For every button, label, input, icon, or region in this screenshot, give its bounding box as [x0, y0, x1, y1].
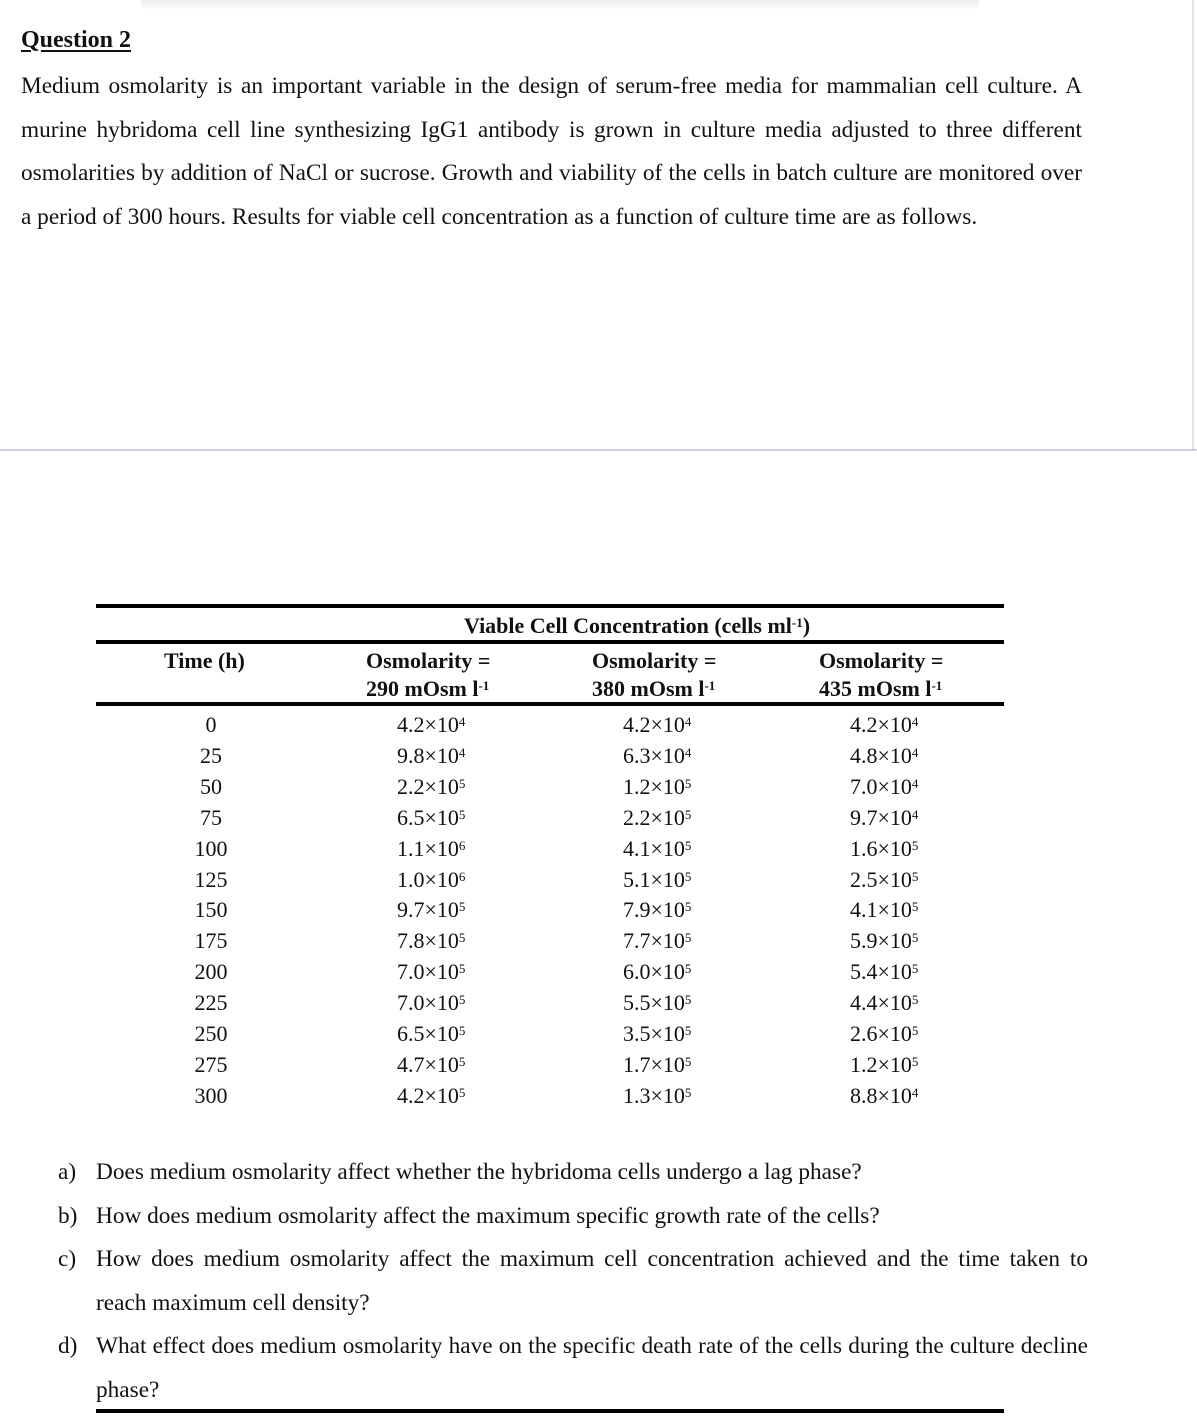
time-cell: 0	[205, 712, 217, 737]
table-row	[96, 1018, 1004, 1049]
concentration-cell: $7.0\times 10^5$	[397, 959, 466, 985]
sub-question-c: c) How does medium osmolarity affect the maximum cell concentration achieved and the time taken to reach maximum cell density?	[58, 1246, 1088, 1316]
concentration-cell: $5.1\times 10^5$	[623, 866, 692, 892]
concentration-cell: $1.2\times 10^5$	[623, 773, 692, 799]
table-top-rule	[96, 604, 1004, 608]
concentration-cell: $7.0\times 10^4$	[850, 773, 919, 799]
time-cell: 150	[194, 897, 228, 923]
concentration-cell: $1.6\times 10^5$	[850, 835, 919, 861]
osmolarity-290-header: Osmolarity = 290 mOsm $l^{-1}$	[366, 648, 491, 701]
concentration-cell: $4.4\times 10^5$	[850, 990, 919, 1016]
concentration-cell: $4.7\times 10^5$	[397, 1051, 466, 1077]
table-row	[96, 925, 1004, 956]
concentration-cell: $7.0\times 10^5$	[397, 990, 466, 1016]
concentration-cell: $8.8\times 10^4$	[850, 1082, 919, 1108]
sub-question-d: d) What effect does medium osmolarity have on the specific death rate of the cells during the culture decline phase?	[58, 1333, 1088, 1403]
concentration-cell: $2.2\times 10^5$	[397, 773, 466, 799]
concentration-cell: $1.2\times 10^5$	[850, 1051, 919, 1077]
top-shadow	[140, 0, 980, 10]
table-row	[96, 709, 1004, 740]
concentration-cell: $1.0\times 10^6$	[397, 866, 466, 892]
concentration-cell: $4.1\times 10^5$	[623, 835, 692, 861]
concentration-cell: $9.7\times 10^4$	[850, 804, 919, 830]
table-row	[96, 987, 1004, 1018]
table-super-header: Viable Cell Concentration (cells $ml^{-1}$)	[464, 613, 811, 638]
concentration-cell: $7.9\times 10^5$	[623, 897, 692, 923]
concentration-cell: $4.2\times 10^5$	[397, 1082, 466, 1108]
table-row	[96, 864, 1004, 895]
osmolarity-435-header: Osmolarity = 435 mOsm $l^{-1}$	[819, 648, 944, 701]
osmolarity-380-header: Osmolarity = 380 mOsm $l^{-1}$	[592, 648, 717, 701]
concentration-cell: $6.0\times 10^5$	[623, 959, 692, 985]
concentration-cell: $4.8\times 10^4$	[850, 742, 919, 768]
time-cell: 175	[194, 928, 228, 954]
concentration-cell: $2.6\times 10^5$	[850, 1021, 919, 1046]
concentration-cell: $5.5\times 10^5$	[623, 990, 692, 1016]
concentration-cell: $9.8\times 10^4$	[397, 742, 466, 768]
question-intro: Medium osmolarity is an important variable in the design of serum-free media for mammalian cell culture. A murine hybridoma cell line synthesizing IgG1 antibody is grown in culture media adjusted to three different osmolarities by addition of NaCl or sucrose. Growth and viability of the cells in batch culture are monitored over a period of 300 hours. Results for viable cell concentration as a function of culture time are as follows.	[21, 73, 1082, 230]
time-cell: 200	[194, 959, 228, 985]
table-row	[96, 956, 1004, 987]
concentration-cell: $7.7\times 10^5$	[623, 928, 692, 954]
time-cell: 25	[200, 742, 222, 768]
concentration-cell: $6.5\times 10^5$	[397, 1021, 466, 1046]
concentration-cell: $4.2\times 10^4$	[623, 712, 692, 737]
page-edge	[1192, 0, 1194, 450]
table-row	[96, 740, 1004, 771]
concentration-cell: $5.9\times 10^5$	[850, 928, 919, 954]
concentration-cell: $2.2\times 10^5$	[623, 804, 692, 830]
concentration-cell: $5.4\times 10^5$	[850, 959, 919, 985]
time-cell: 300	[194, 1082, 228, 1108]
time-cell: 100	[194, 835, 228, 861]
table-row	[96, 1080, 1004, 1111]
time-cell: 275	[194, 1051, 228, 1077]
sub-question-a: a) Does medium osmolarity affect whether the hybridoma cells undergo a lag phase?	[58, 1159, 862, 1185]
concentration-cell: $4.1\times 10^5$	[850, 897, 919, 923]
time-cell: 125	[194, 866, 228, 892]
time-cell: 225	[194, 990, 228, 1016]
concentration-cell: $3.5\times 10^5$	[623, 1021, 692, 1046]
concentration-cell: $4.2\times 10^4$	[397, 712, 466, 737]
header-rule	[96, 640, 1004, 644]
time-cell: 75	[200, 804, 222, 830]
concentration-cell: $1.3\times 10^5$	[623, 1082, 692, 1108]
table-row	[96, 833, 1004, 864]
concentration-cell: $6.5\times 10^5$	[397, 804, 466, 830]
concentration-cell: $1.7\times 10^5$	[623, 1051, 692, 1077]
concentration-cell: $9.7\times 10^5$	[397, 897, 466, 923]
concentration-cell: $4.2\times 10^4$	[850, 712, 919, 737]
sub-questions	[58, 1151, 1088, 1412]
concentration-cell: $1.1\times 10^6$	[397, 835, 466, 861]
table-row	[96, 894, 1004, 925]
concentration-cell: $6.3\times 10^4$	[623, 742, 692, 768]
sub-question-b: b) How does medium osmolarity affect the maximum specific growth rate of the cells?	[58, 1202, 880, 1229]
time-cell: 250	[194, 1021, 228, 1046]
time-cell: 50	[200, 773, 222, 799]
table-row	[96, 1049, 1004, 1080]
concentration-cell: $7.8\times 10^5$	[397, 928, 466, 954]
table-row	[96, 771, 1004, 802]
concentration-cell: $2.5\times 10^5$	[850, 866, 919, 892]
time-column-header: Time (h)	[164, 648, 245, 673]
table-row	[96, 802, 1004, 833]
page-divider	[0, 449, 1197, 451]
question-title: Question 2	[21, 27, 132, 53]
